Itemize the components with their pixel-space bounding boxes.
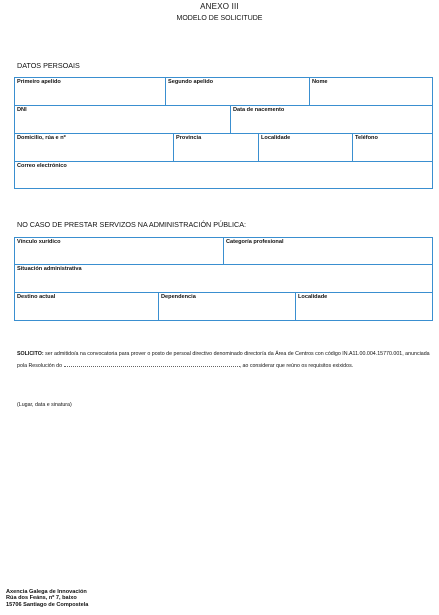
personal-data-heading: DATOS PERSOAIS — [17, 61, 80, 70]
phone-label: Teléfono — [355, 135, 378, 141]
legal-link-field[interactable] — [14, 237, 224, 265]
request-text-part1: ser admitido/a na convocatoria para prover o posto de persoal directivo denominado director/a da Área de Centros con código IN.A11.00.004.15770.001, anunciada pola Resolución do — [17, 351, 430, 369]
address-field[interactable] — [14, 133, 174, 162]
signature-note: (Lugar, data e sinatura) — [17, 402, 72, 408]
request-text-part2: , ao considerar que reúno os requisitos exixidos. — [239, 362, 354, 369]
footer-line-1: Axencia Galega de Innovación — [6, 589, 87, 595]
birth-date-label: Data de nacemento — [233, 107, 285, 113]
footer-line-3: 15706 Santiago de Compostela — [6, 601, 89, 608]
administrative-status-field[interactable] — [14, 264, 433, 293]
legal-link-label: Vínculo xurídico — [17, 239, 61, 245]
province-field[interactable] — [173, 133, 259, 162]
locality-field[interactable] — [258, 133, 353, 162]
form-title: MODELO DE SOLICITUDE — [176, 15, 263, 22]
phone-field[interactable] — [352, 133, 433, 162]
dni-field[interactable] — [14, 105, 231, 134]
second-surname-field[interactable] — [165, 77, 310, 106]
name-field[interactable] — [309, 77, 433, 106]
email-field[interactable] — [14, 161, 433, 189]
post-locality-field[interactable] — [295, 292, 433, 321]
annex-title: ANEXO III — [200, 2, 239, 11]
province-label: Provincia — [176, 135, 202, 141]
current-post-field[interactable] — [14, 292, 159, 321]
public-service-table — [14, 237, 433, 321]
name-label: Nome — [312, 79, 328, 85]
footer-address — [6, 589, 88, 608]
birth-date-field[interactable] — [230, 105, 433, 134]
dni-label: DNI — [17, 107, 27, 113]
dependency-label: Dependencia — [161, 294, 196, 300]
locality-label: Localidade — [261, 135, 291, 141]
first-surname-label: Primeiro apelido — [17, 79, 61, 85]
dependency-field[interactable] — [158, 292, 296, 321]
second-surname-label: Segundo apelido — [168, 79, 214, 85]
first-surname-field[interactable] — [14, 77, 166, 106]
request-paragraph — [17, 349, 433, 371]
current-post-label: Destino actual — [17, 294, 56, 300]
administrative-status-label: Situación administrativa — [17, 266, 82, 272]
personal-data-table — [14, 77, 433, 189]
professional-category-label: Categoría profesional — [226, 239, 284, 245]
post-locality-label: Localidade — [298, 294, 328, 300]
public-service-heading: NO CASO DE PRESTAR SERVIZOS NA ADMINISTRACIÓN PÚBLICA: — [17, 220, 246, 229]
address-label: Domicilio, rúa e nº — [17, 135, 66, 141]
request-label: SOLICITO: — [17, 351, 44, 357]
professional-category-field[interactable] — [223, 237, 433, 265]
resolution-date-blank[interactable] — [64, 360, 240, 367]
footer-line-2: Rúa dos Feáns, nº 7, baixo — [6, 595, 77, 602]
email-label: Correo electrónico — [17, 163, 67, 169]
